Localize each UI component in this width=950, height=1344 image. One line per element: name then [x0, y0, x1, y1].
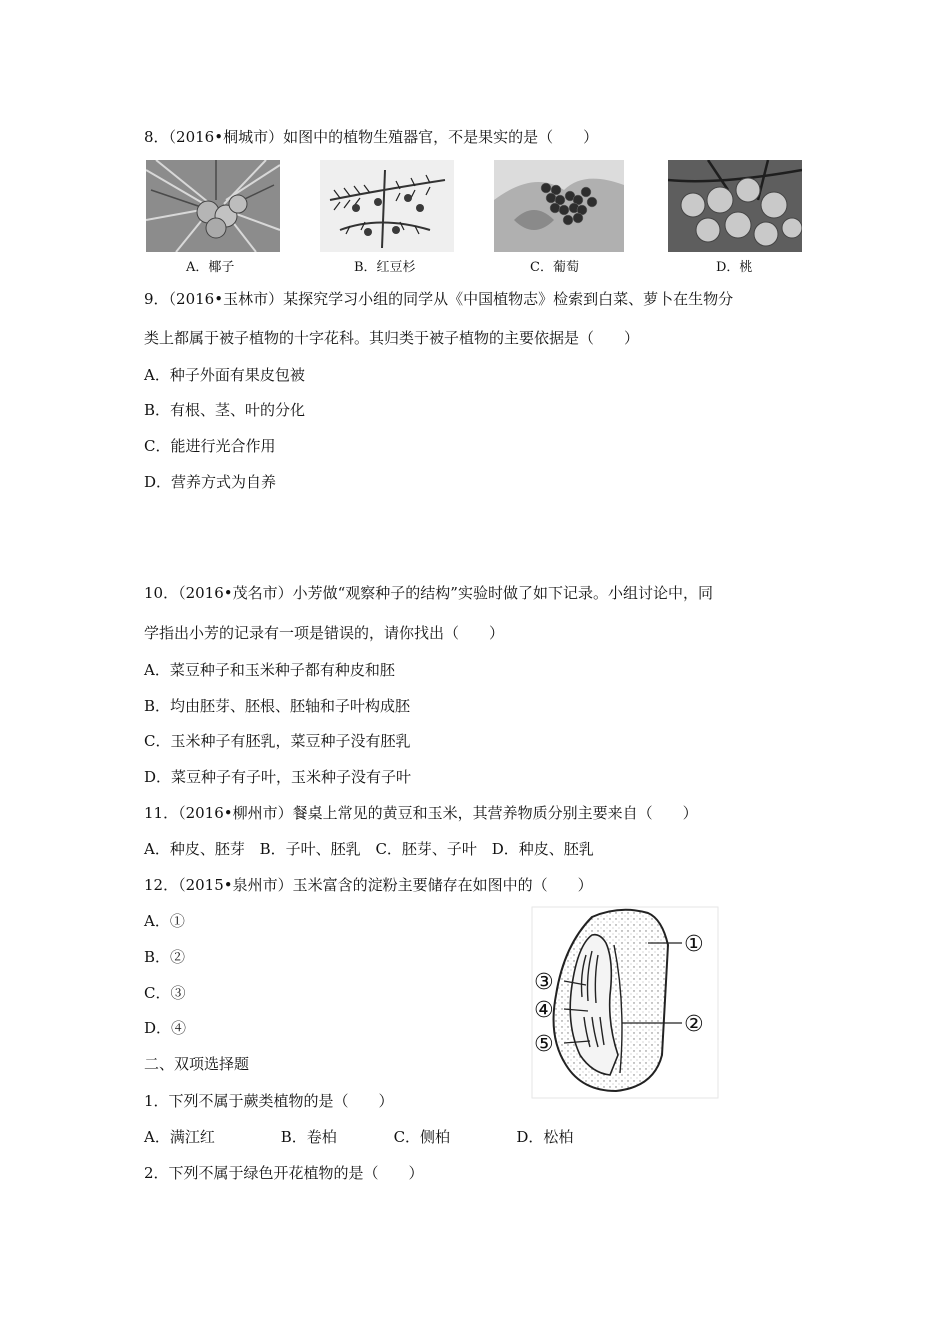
- q8-caption-d: D．桃: [716, 260, 753, 275]
- s2-q1-option-d: D．松柏: [516, 1128, 574, 1146]
- label-2: ②: [684, 1012, 704, 1037]
- q9-option-c: C．能进行光合作用: [144, 437, 276, 455]
- q11-option-a: A．种皮、胚芽: [144, 840, 245, 858]
- s2-q2-stem: 2．下列不属于绿色开花植物的是（ ）: [144, 1164, 424, 1182]
- coconut-photo: [146, 160, 280, 252]
- q10-option-c: C．玉米种子有胚乳，菜豆种子没有胚乳: [144, 732, 411, 750]
- q9-option-b: B．有根、茎、叶的分化: [144, 401, 306, 419]
- q12-option-a: A．①: [144, 912, 185, 930]
- q8-caption-b: B．红豆杉: [354, 260, 416, 275]
- q11-options: [144, 839, 594, 859]
- q10-stem-line2: 学指出小芳的记录有一项是错误的，请你找出（ ）: [144, 624, 505, 642]
- q12-stem: 12．（2015•泉州市）玉米富含的淀粉主要储存在如图中的（ ）: [144, 876, 593, 894]
- label-5: ⑤: [534, 1032, 554, 1057]
- q8-stem: 8．（2016•桐城市）如图中的植物生殖器官，不是果实的是（ ）: [144, 128, 599, 146]
- q8-caption-c: C．葡萄: [530, 260, 579, 275]
- yew-photo: [320, 160, 454, 252]
- q11-stem: 11．（2016•柳州市）餐桌上常见的黄豆和玉米，其营养物质分别主要来自（ ）: [144, 804, 698, 822]
- s2-q1-option-a: A．满江红: [144, 1128, 215, 1146]
- label-4: ④: [534, 998, 554, 1023]
- grape-photo: [494, 160, 624, 252]
- q11-option-c: C．胚芽、子叶: [375, 840, 477, 858]
- s2-q1-stem: 1．下列不属于蕨类植物的是（ ）: [144, 1092, 394, 1110]
- q12-option-c: C．③: [144, 984, 186, 1002]
- q10-option-a: A．菜豆种子和玉米种子都有种皮和胚: [144, 661, 395, 679]
- label-1: ①: [684, 932, 704, 957]
- q8-caption-a: A．椰子: [186, 260, 235, 275]
- section2-title: 二、双项选择题: [144, 1055, 250, 1073]
- q12-option-d: D．④: [144, 1019, 187, 1037]
- s2-q1-options: [144, 1127, 573, 1147]
- q9-stem-line1: 9．（2016•玉林市）某探究学习小组的同学从《中国植物志》检索到白菜、萝卜在生物分: [144, 290, 734, 308]
- q11-option-b: B．子叶、胚乳: [259, 840, 361, 858]
- q10-option-d: D．菜豆种子有子叶，玉米种子没有子叶: [144, 768, 412, 786]
- s2-q1-option-c: C．侧柏: [393, 1128, 451, 1146]
- q9-option-a: A．种子外面有果皮包被: [144, 366, 305, 384]
- q12-option-b: B．②: [144, 948, 186, 966]
- q10-option-b: B．均由胚芽、胚根、胚轴和子叶构成胚: [144, 697, 411, 715]
- corn-seed-diagram: [530, 905, 720, 1100]
- q9-stem-line2: 类上都属于被子植物的十字花科。其归类于被子植物的主要依据是（ ）: [144, 329, 640, 347]
- label-3: ③: [534, 970, 554, 995]
- q9-option-d: D．营养方式为自养: [144, 473, 277, 491]
- q11-option-d: D．种皮、胚乳: [491, 840, 594, 858]
- q10-stem-line1: 10．（2016•茂名市）小芳做“观察种子的结构”实验时做了如下记录。小组讨论中，同: [144, 584, 713, 602]
- s2-q1-option-b: B．卷柏: [280, 1128, 337, 1146]
- peach-photo: [668, 160, 802, 252]
